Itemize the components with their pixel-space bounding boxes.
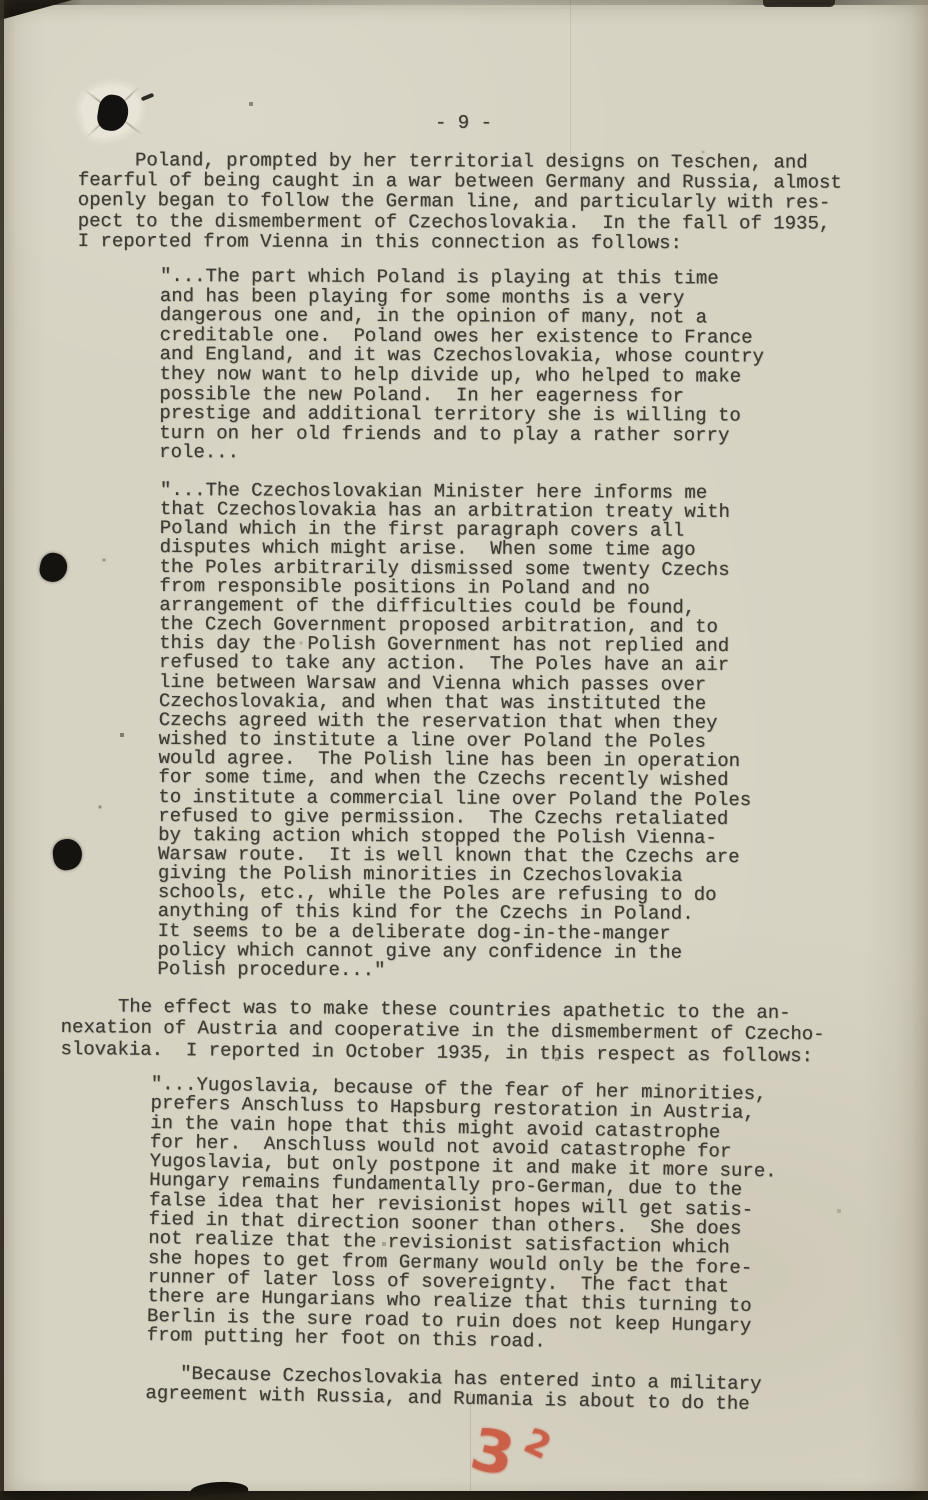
- effect-paragraph: The effect was to make these countries apathetic to the an- nexation of Austria and cooperative in the dismemberment of Czecho- slovakia. I reported in October 1935, in this respect as follows:: [60, 995, 825, 1067]
- quote-military-agreement: "Because Czechoslovakia has entered into a military agreement with Russia, and Rumania is about to do the: [145, 1362, 762, 1415]
- quote-arbitration-treaty: "...The Czechoslovakian Minister here informs me that Czechoslovakia has an arbitration treaty with Poland which in the first paragraph covers all disputes which might arise. When some time ago the Poles arbitrarily dismissed some twenty Czechs from responsible positions in Poland and no arrangement of the difficulties could be found, the Czech Government proposed arbitration, and to this day the Polish Government has not replied and refused to take any action. The Poles have an air line between Warsaw and Vienna which passes over Czechoslovakia, and when that was instituted the Czechs agreed with the reservation that when they wished to institute a line over Poland the Poles would agree. The Polish line has been in operation for some time, and when the Czechs recently wished to institute a commercial line over Poland the Poles refused to give permission. The Czechs retaliated by taking action which stopped the Polish Vienna- Warsaw route. It is well known that the Czechs are giving the Polish minorities in Czechoslovakia schools, etc., while the Poles are refusing to do anything of this kind for the Czechs in Poland. It seems to be a deliberate dog-in-the-manger policy which cannot give any confidence in the Polish procedure...": [157, 479, 752, 982]
- red-digit: 2: [518, 1421, 558, 1468]
- ink-speck: [141, 93, 155, 102]
- paper-edge-smudge: [763, 0, 835, 7]
- red-digit: 3: [464, 1414, 521, 1490]
- paper-crease-bottom: [470, 1392, 471, 1500]
- quote-poland-role: "...The part which Poland is playing at this time and has been playing for some months is a very dangerous one and, in the opinion of many, not a creditable one. Poland owes her existence to France and England, and it was Czechoslovakia, whose country they now want to help divide up, who helped to make possible the new Poland. In her eagerness for prestige and additional territory she is willing to turn on her old friends and to play a rather sorry role...: [159, 265, 764, 464]
- paper-edge-bottom: [0, 1491, 928, 1500]
- paper-crease-top: [570, 0, 571, 160]
- punch-hole-lower: [51, 837, 84, 872]
- quote-yugoslavia-hungary: "...Yugoslavia, because of the fear of her minorities, prefers Anschluss to Hapsburg restoration in Austria, in the vain hope that this might avoid catastrophe for her. Anschluss would not avoid catastrophe for Yugoslavia, but only postpone it and make it more sure. Hungary remains fundamentally pro-German, due to the false idea that her revisionist hopes will get satis- fied in that direction sooner than others. She does not realize that the revisionist satisfaction which she hopes to get from Germany would only be the fore- runner of later loss of sovereignty. The fact that there are Hungarians who realize that this turning to Berlin is the sure road to ruin does not keep Hungary from putting her foot on this road.: [146, 1073, 777, 1353]
- paper-edge-left: [0, 0, 4, 1500]
- handwritten-page-annotation: [464, 1414, 558, 1490]
- opening-paragraph: Poland, prompted by her territorial designs on Teschen, and fearful of being caught in a war between Germany and Russia, almost openly began to follow the German line, and particularly with res- pect to the dismemberment of Czechoslovakia. In the fall of 1935, I reported from Vienna in this connection as follows:: [77, 149, 842, 254]
- page-number: - 9 -: [435, 112, 493, 134]
- punch-hole-middle: [37, 551, 69, 585]
